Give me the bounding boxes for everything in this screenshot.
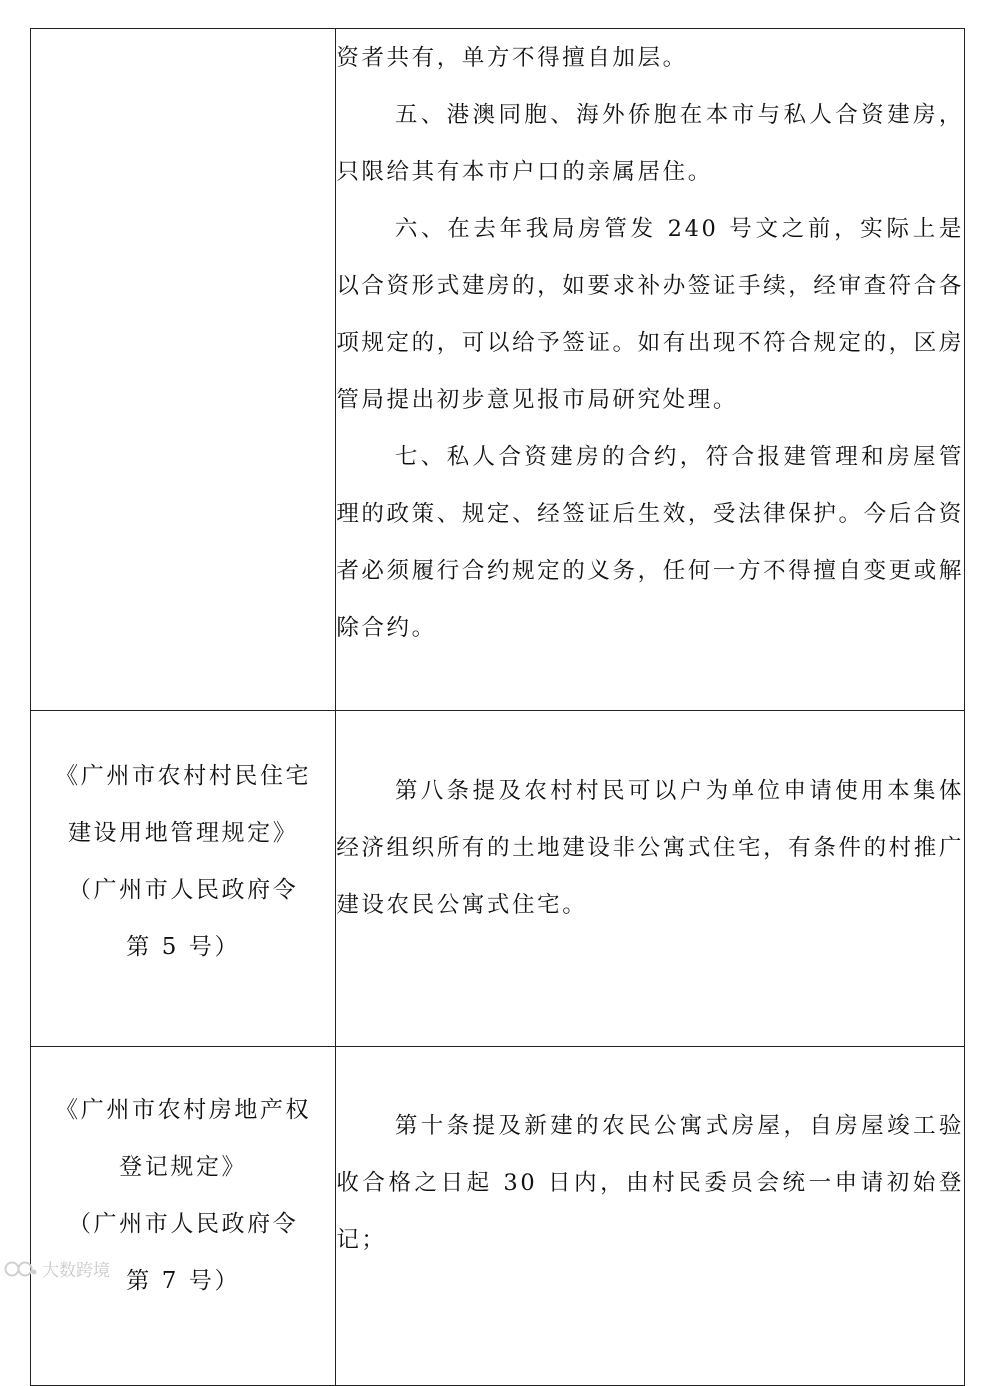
law-title-line: 建设用地管理规定》 [67, 820, 299, 846]
watermark-text: 大数跨境 [42, 1261, 110, 1281]
law-issuer-line: （广州市人民政府令 [67, 877, 299, 903]
law-title-line: 登记规定》 [119, 1154, 248, 1180]
watermark [4, 1256, 110, 1281]
row2-content-cell [336, 711, 965, 1047]
law-number-line: 第 5 号） [126, 934, 241, 960]
law-title-line: 《广州市农村房地产权 [55, 1097, 312, 1123]
paragraph-item-5: 五、港澳同胞、海外侨胞在本市与私人合资建房，只限给其有本市户口的亲属居住。 [336, 102, 964, 185]
row2-law-title-cell [31, 711, 336, 1047]
paragraph-item-6: 六、在去年我局房管发 240 号文之前，实际上是以合资形式建房的，如要求补办签证手续，经审查符合各项规定的，可以给予签证。如有出现不符合规定的，区房管局提出初步意见报市局研究处理。 [336, 216, 964, 413]
document-table [30, 28, 965, 1386]
article-8-paragraph: 第八条提及农村村民可以户为单位申请使用本集体经济组织所有的土地建设非公寓式住宅，有条件的村推广建设农民公寓式住宅。 [336, 778, 964, 918]
law-number-line: 第 7 号） [126, 1268, 241, 1294]
paragraph-continuation: 资者共有，单方不得擅自加层。 [336, 45, 688, 71]
paragraph-item-7: 七、私人合资建房的合约，符合报建管理和房屋管理的政策、规定、经签证后生效，受法律保护。今后合资者必须履行合约规定的义务，任何一方不得擅自变更或解除合约。 [336, 444, 964, 641]
row1-left-cell [31, 29, 336, 711]
law-issuer-line: （广州市人民政府令 [67, 1211, 299, 1237]
row1-right-cell [336, 29, 965, 711]
table-row [31, 1047, 965, 1386]
table-row [31, 29, 965, 711]
row3-law-title-cell [31, 1047, 336, 1386]
table-row [31, 711, 965, 1047]
row3-content-cell [336, 1047, 965, 1386]
article-10-paragraph: 第十条提及新建的农民公寓式房屋，自房屋竣工验收合格之日起 30 日内，由村民委员会统一申请初始登记； [336, 1113, 964, 1253]
law-title-line: 《广州市农村村民住宅 [55, 763, 312, 789]
watermark-logo-icon [4, 1259, 38, 1279]
